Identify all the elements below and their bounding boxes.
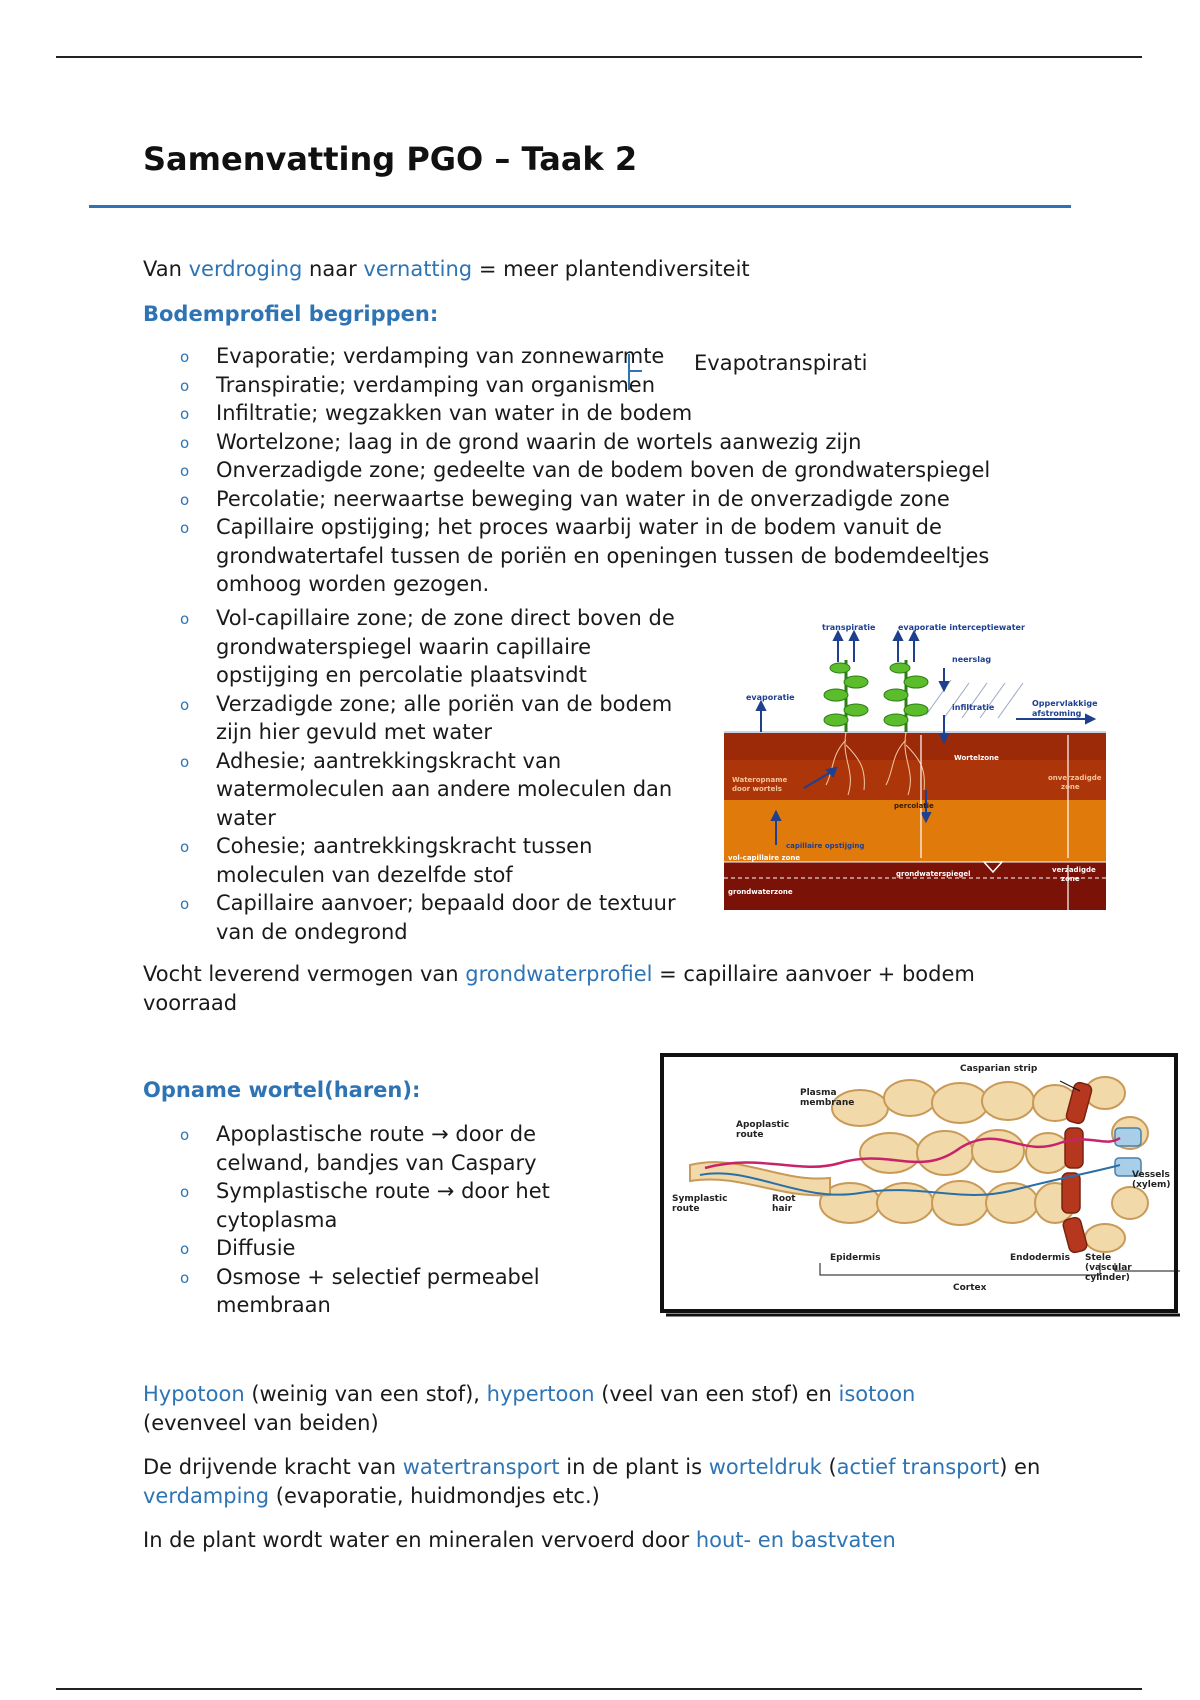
label-apoplastic-route: route — [736, 1130, 764, 1140]
soil-profile-figure — [716, 620, 1116, 920]
label-root: Root — [772, 1194, 796, 1204]
label-membrane: membrane — [800, 1098, 855, 1108]
vocht-text: Vocht leverend vermogen van — [143, 962, 466, 986]
label-plasma: Plasma — [800, 1088, 837, 1098]
label-afstroming: afstroming — [1032, 709, 1082, 718]
list-item: o Adhesie; aantrekkingskracht van watermoleculen aan andere moleculen dan water — [180, 747, 700, 833]
header-rule — [56, 56, 1142, 58]
drijvende-text: De drijvende kracht van — [143, 1455, 403, 1479]
list-item: o Verzadigde zone; alle poriën van de bodem zijn hier gevuld met water — [180, 690, 700, 747]
list-item: o Infiltratie; wegzakken van water in de bodem — [180, 399, 1060, 428]
term-isotoon: isotoon — [838, 1382, 916, 1406]
term-verdroging: verdroging — [188, 257, 303, 281]
label-percolatie: percolatie — [894, 802, 934, 810]
vocht-text: = capillaire aanvoer + bodem voorraad — [143, 962, 975, 1015]
hypotoon-paragraph — [143, 1380, 1023, 1438]
term-grondwaterprofiel: grondwaterprofiel — [465, 962, 653, 986]
vervoer-paragraph — [143, 1526, 1063, 1555]
drijvende-text: ( — [821, 1455, 837, 1479]
term-watertransport: watertransport — [402, 1455, 560, 1479]
vocht-paragraph — [143, 960, 1043, 1018]
intro-text: Van — [143, 257, 189, 281]
section-heading-opname: Opname wortel(haren): — [143, 1078, 421, 1102]
label-stele: Stele — [1085, 1253, 1112, 1263]
term-actief-transport: actief transport — [836, 1455, 1000, 1479]
label-onverzadigde-zone: zone — [1061, 783, 1080, 791]
title-underline — [89, 205, 1071, 208]
evapotranspiratie-label: Evapotranspirati — [694, 351, 868, 375]
label-vascular: (vascular — [1085, 1263, 1132, 1273]
label-door-wortels: door wortels — [732, 785, 782, 793]
list-item: o Cohesie; aantrekkingskracht tussen moleculen van dezelfde stof — [180, 832, 700, 889]
section-heading-bodemprofiel: Bodemprofiel begrippen: — [143, 302, 439, 326]
drijvende-text: in de plant is — [559, 1455, 709, 1479]
list-item: o Wortelzone; laag in de grond waarin de wortels aanwezig zijn — [180, 428, 1060, 457]
list-item: o Capillaire opstijging; het proces waarbij water in de bodem vanuit de grondwatertafel tussen de poriën en openingen tussen de bodemdeeltjes omhoog worden gezogen. — [180, 513, 1060, 599]
hypo-text: (veel van een stof) en — [594, 1382, 839, 1406]
label-wortelzone: Wortelzone — [954, 754, 999, 762]
label-vessels: Vessels — [1132, 1170, 1170, 1180]
list-item: o Vol-capillaire zone; de zone direct boven de grondwaterspiegel waarin capillaire opstijging en percolatie plaatsvindt — [180, 604, 700, 690]
list-item: o Symplastische route → door het cytoplasma — [180, 1177, 600, 1234]
term-verdamping: verdamping — [143, 1484, 270, 1508]
label-endodermis: Endodermis — [1010, 1253, 1070, 1263]
label-vol-cap-zone: vol-capillaire zone — [728, 854, 801, 862]
label-cap-opstijging: capillaire opstijging — [786, 842, 865, 850]
label-verzadigde-zone: zone — [1061, 875, 1080, 883]
hypo-text: (evenveel van beiden) — [143, 1411, 379, 1435]
label-infiltratie: infiltratie — [952, 703, 995, 712]
label-casparian-strip: Casparian strip — [960, 1064, 1038, 1074]
label-symplastic: Symplastic — [672, 1194, 728, 1204]
label-oppervlakkige: Oppervlakkige — [1032, 699, 1098, 708]
label-grondwaterspiegel: grondwaterspiegel — [896, 870, 971, 878]
label-hair: hair — [772, 1204, 793, 1214]
list-item: o Capillaire aanvoer; bepaald door de textuur van de ondegrond — [180, 889, 700, 946]
opname-list — [180, 1120, 600, 1320]
intro-text: naar — [302, 257, 364, 281]
label-epidermis: Epidermis — [830, 1253, 881, 1263]
label-wateropname: Wateropname — [732, 776, 788, 784]
list-item: o Evaporatie; verdamping van zonnewarmte — [180, 342, 1060, 371]
label-evap-interceptie: evaporatie interceptiewater — [898, 623, 1025, 632]
label-onverzadigde: onverzadigde — [1048, 774, 1102, 782]
hypo-text: (weinig van een stof), — [244, 1382, 487, 1406]
list-item: o Diffusie — [180, 1234, 600, 1263]
list-item: o Apoplastische route → door de celwand, bandjes van Caspary — [180, 1120, 600, 1177]
page-title: Samenvatting PGO – Taak 2 — [143, 140, 638, 178]
term-hypotoon: Hypotoon — [143, 1382, 245, 1406]
label-evaporatie: evaporatie — [746, 693, 795, 702]
list-item: o Percolatie; neerwaartse beweging van water in de onverzadigde zone — [180, 485, 1060, 514]
label-cylinder: cylinder) — [1085, 1273, 1130, 1283]
list-item: o Transpiratie; verdamping van organismen — [180, 371, 1060, 400]
term-vernatting: vernatting — [363, 257, 473, 281]
list-item: o Onverzadigde zone; gedeelte van de bodem boven de grondwaterspiegel — [180, 456, 1060, 485]
label-verzadigde: verzadigde — [1052, 866, 1096, 874]
term-hout-en-bastvaten: hout- en bastvaten — [695, 1528, 896, 1552]
label-symplastic-route: route — [672, 1204, 700, 1214]
drijvende-text: (evaporatie, huidmondjes etc.) — [269, 1484, 600, 1508]
intro-paragraph — [143, 255, 750, 284]
drijvende-kracht-paragraph — [143, 1453, 1063, 1511]
term-worteldruk: worteldruk — [708, 1455, 822, 1479]
term-hypertoon: hypertoon — [486, 1382, 595, 1406]
list-item: o Osmose + selectief permeabel membraan — [180, 1263, 600, 1320]
label-grondwaterzone: grondwaterzone — [728, 888, 793, 896]
vervoer-text: In de plant wordt water en mineralen vervoerd door — [143, 1528, 696, 1552]
label-cortex: Cortex — [953, 1283, 987, 1293]
footer-rule — [56, 1688, 1142, 1690]
label-transpiratie: transpiratie — [822, 623, 876, 632]
bodemprofiel-list-2 — [180, 604, 700, 946]
label-neerslag: neerslag — [952, 655, 992, 664]
drijvende-text: ) en — [999, 1455, 1041, 1479]
label-apoplastic: Apoplastic — [736, 1120, 790, 1130]
root-uptake-figure — [660, 1053, 1180, 1318]
bodemprofiel-list — [180, 342, 1060, 599]
intro-text: = meer plantendiversiteit — [472, 257, 750, 281]
label-xylem: (xylem) — [1132, 1180, 1171, 1190]
evapotranspiratie-brace — [628, 354, 640, 390]
